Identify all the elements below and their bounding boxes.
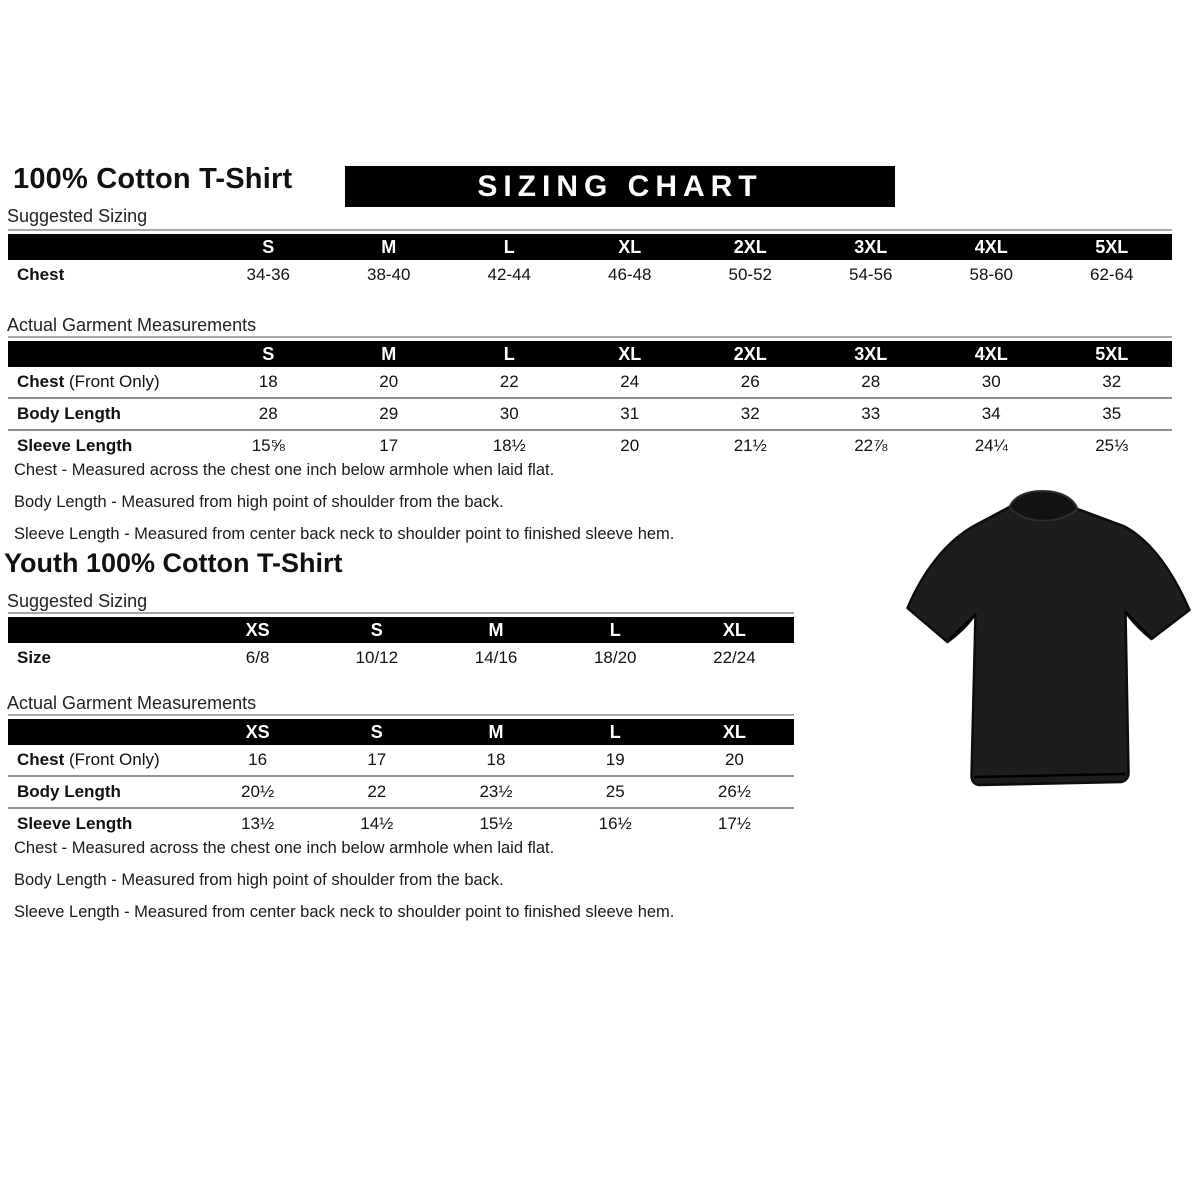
table-divider <box>8 612 794 614</box>
header-cell: S <box>370 619 383 640</box>
table-divider <box>8 336 1172 338</box>
note-sleeve-length: Sleeve Length - Measured from center back neck to shoulder point to finished sleeve hem. <box>14 903 675 921</box>
table-cell: 34-36 <box>246 265 290 284</box>
table-cell: 42-44 <box>487 265 531 284</box>
table-cell: 18/20 <box>593 648 637 667</box>
youth-actual-measurements-table <box>8 714 794 839</box>
table-cell: 58-60 <box>969 265 1013 284</box>
header-cell: XL <box>618 236 642 257</box>
row-label: Chest <box>17 265 65 284</box>
table-cell: 17 <box>379 436 399 455</box>
header-cell: 2XL <box>733 343 767 364</box>
header-cell: XS <box>245 619 270 640</box>
table-cell: 25⅓ <box>1095 436 1129 455</box>
table-cell: 28 <box>861 372 881 391</box>
header-cell: 4XL <box>974 236 1008 257</box>
table-cell: 19 <box>605 750 625 769</box>
header-cell: S <box>262 236 275 257</box>
table-cell: 22 <box>499 372 519 391</box>
table-cell: 21½ <box>733 436 767 455</box>
table-divider <box>8 714 794 716</box>
row-label: Chest (Front Only) <box>17 750 160 769</box>
header-cell: XL <box>618 343 642 364</box>
table-cell: 31 <box>620 404 640 423</box>
table-cell: 6/8 <box>245 648 270 667</box>
note-body-length: Body Length - Measured from high point of shoulder from the back. <box>14 493 504 511</box>
table-cell: 18 <box>486 750 506 769</box>
header-cell: L <box>503 236 515 257</box>
header-cell: M <box>488 619 504 640</box>
table-cell: 35 <box>1102 404 1122 423</box>
note-chest: Chest - Measured across the chest one inch below armhole when laid flat. <box>14 461 555 479</box>
youth-body-length-row <box>8 775 794 807</box>
table-cell: 18 <box>258 372 278 391</box>
adult-suggested-sizing-label: Suggested Sizing <box>7 206 148 226</box>
table-cell: 14/16 <box>474 648 518 667</box>
row-label: Sleeve Length <box>17 814 133 833</box>
header-cell: L <box>503 343 515 364</box>
row-label: Body Length <box>17 782 121 801</box>
table-cell: 16 <box>248 750 268 769</box>
note-chest: Chest - Measured across the chest one inch below armhole when laid flat. <box>14 839 555 857</box>
table-cell: 13½ <box>241 814 275 833</box>
page-title: 100% Cotton T-Shirt <box>13 163 293 195</box>
table-cell: 18½ <box>492 436 526 455</box>
table-divider <box>8 229 1172 231</box>
header-cell: M <box>381 236 397 257</box>
header-cell: 5XL <box>1095 236 1129 257</box>
header-cell: 5XL <box>1095 343 1129 364</box>
row-label: Sleeve Length <box>17 436 133 455</box>
table-cell: 10/12 <box>355 648 399 667</box>
sizing-chart-banner: SIZING CHART <box>345 166 895 207</box>
youth-measurement-notes <box>14 832 674 928</box>
table-cell: 14½ <box>360 814 394 833</box>
youth-section-title: Youth 100% Cotton T-Shirt <box>4 548 343 578</box>
header-cell: 3XL <box>854 236 888 257</box>
adult-actual-measurements-label: Actual Garment Measurements <box>7 315 257 335</box>
youth-suggested-header-row <box>8 617 794 643</box>
table-cell: 32 <box>740 404 760 423</box>
table-cell: 20 <box>724 750 744 769</box>
table-cell: 23½ <box>479 782 513 801</box>
table-cell: 30 <box>981 372 1001 391</box>
table-cell: 15⅝ <box>251 436 285 455</box>
table-cell: 22/24 <box>713 648 756 667</box>
tshirt-graphic <box>890 478 1195 808</box>
header-cell: XS <box>245 721 270 742</box>
note-body-length: Body Length - Measured from high point of shoulder from the back. <box>14 871 504 889</box>
youth-actual-measurements-label: Actual Garment Measurements <box>7 693 257 713</box>
youth-actual-header-row <box>8 719 794 745</box>
header-cell: S <box>370 721 383 742</box>
table-cell: 15½ <box>479 814 513 833</box>
adult-actual-measurements-table <box>8 336 1172 461</box>
table-cell: 22 <box>367 782 387 801</box>
table-cell: 20½ <box>241 782 275 801</box>
table-cell: 16½ <box>598 814 632 833</box>
table-cell: 38-40 <box>367 265 411 284</box>
adult-chest-range-row <box>8 260 1172 290</box>
adult-measurement-notes <box>14 454 674 550</box>
adult-chest-row <box>8 367 1172 397</box>
adult-suggested-header-row <box>8 234 1172 260</box>
adult-suggested-sizing-table <box>8 229 1172 290</box>
table-cell: 46-48 <box>608 265 652 284</box>
table-cell: 20 <box>620 436 640 455</box>
adult-body-length-row <box>8 397 1172 429</box>
table-cell: 17 <box>367 750 387 769</box>
note-sleeve-length: Sleeve Length - Measured from center back neck to shoulder point to finished sleeve hem. <box>14 525 675 543</box>
youth-size-row <box>8 643 794 673</box>
youth-suggested-sizing-table <box>8 612 794 673</box>
header-cell: M <box>488 721 504 742</box>
header-cell: 2XL <box>733 236 767 257</box>
row-label: Body Length <box>17 404 121 423</box>
adult-actual-header-row <box>8 341 1172 367</box>
row-label: Chest (Front Only) <box>17 372 160 391</box>
table-cell: 26 <box>740 372 760 391</box>
table-cell: 25 <box>605 782 625 801</box>
table-cell: 54-56 <box>849 265 893 284</box>
header-cell: L <box>609 721 621 742</box>
table-cell: 33 <box>861 404 881 423</box>
table-cell: 17½ <box>717 814 751 833</box>
table-cell: 24 <box>620 372 640 391</box>
header-cell: L <box>609 619 621 640</box>
header-cell: 4XL <box>974 343 1008 364</box>
table-cell: 32 <box>1102 372 1122 391</box>
header-cell: M <box>381 343 397 364</box>
youth-chest-row <box>8 745 794 775</box>
table-cell: 22⅞ <box>854 436 888 455</box>
table-cell: 20 <box>379 372 399 391</box>
header-cell: S <box>262 343 275 364</box>
table-cell: 34 <box>981 404 1001 423</box>
table-cell: 30 <box>499 404 519 423</box>
header-cell: 3XL <box>854 343 888 364</box>
header-cell: XL <box>722 619 746 640</box>
table-cell: 29 <box>379 404 399 423</box>
table-cell: 50-52 <box>728 265 772 284</box>
youth-suggested-sizing-label: Suggested Sizing <box>7 591 148 611</box>
table-cell: 28 <box>258 404 278 423</box>
table-cell: 62-64 <box>1090 265 1134 284</box>
table-cell: 24¼ <box>974 436 1008 455</box>
row-label: Size <box>17 648 52 667</box>
table-cell: 26½ <box>717 782 751 801</box>
header-cell: XL <box>722 721 746 742</box>
black-tshirt-image <box>890 478 1195 808</box>
